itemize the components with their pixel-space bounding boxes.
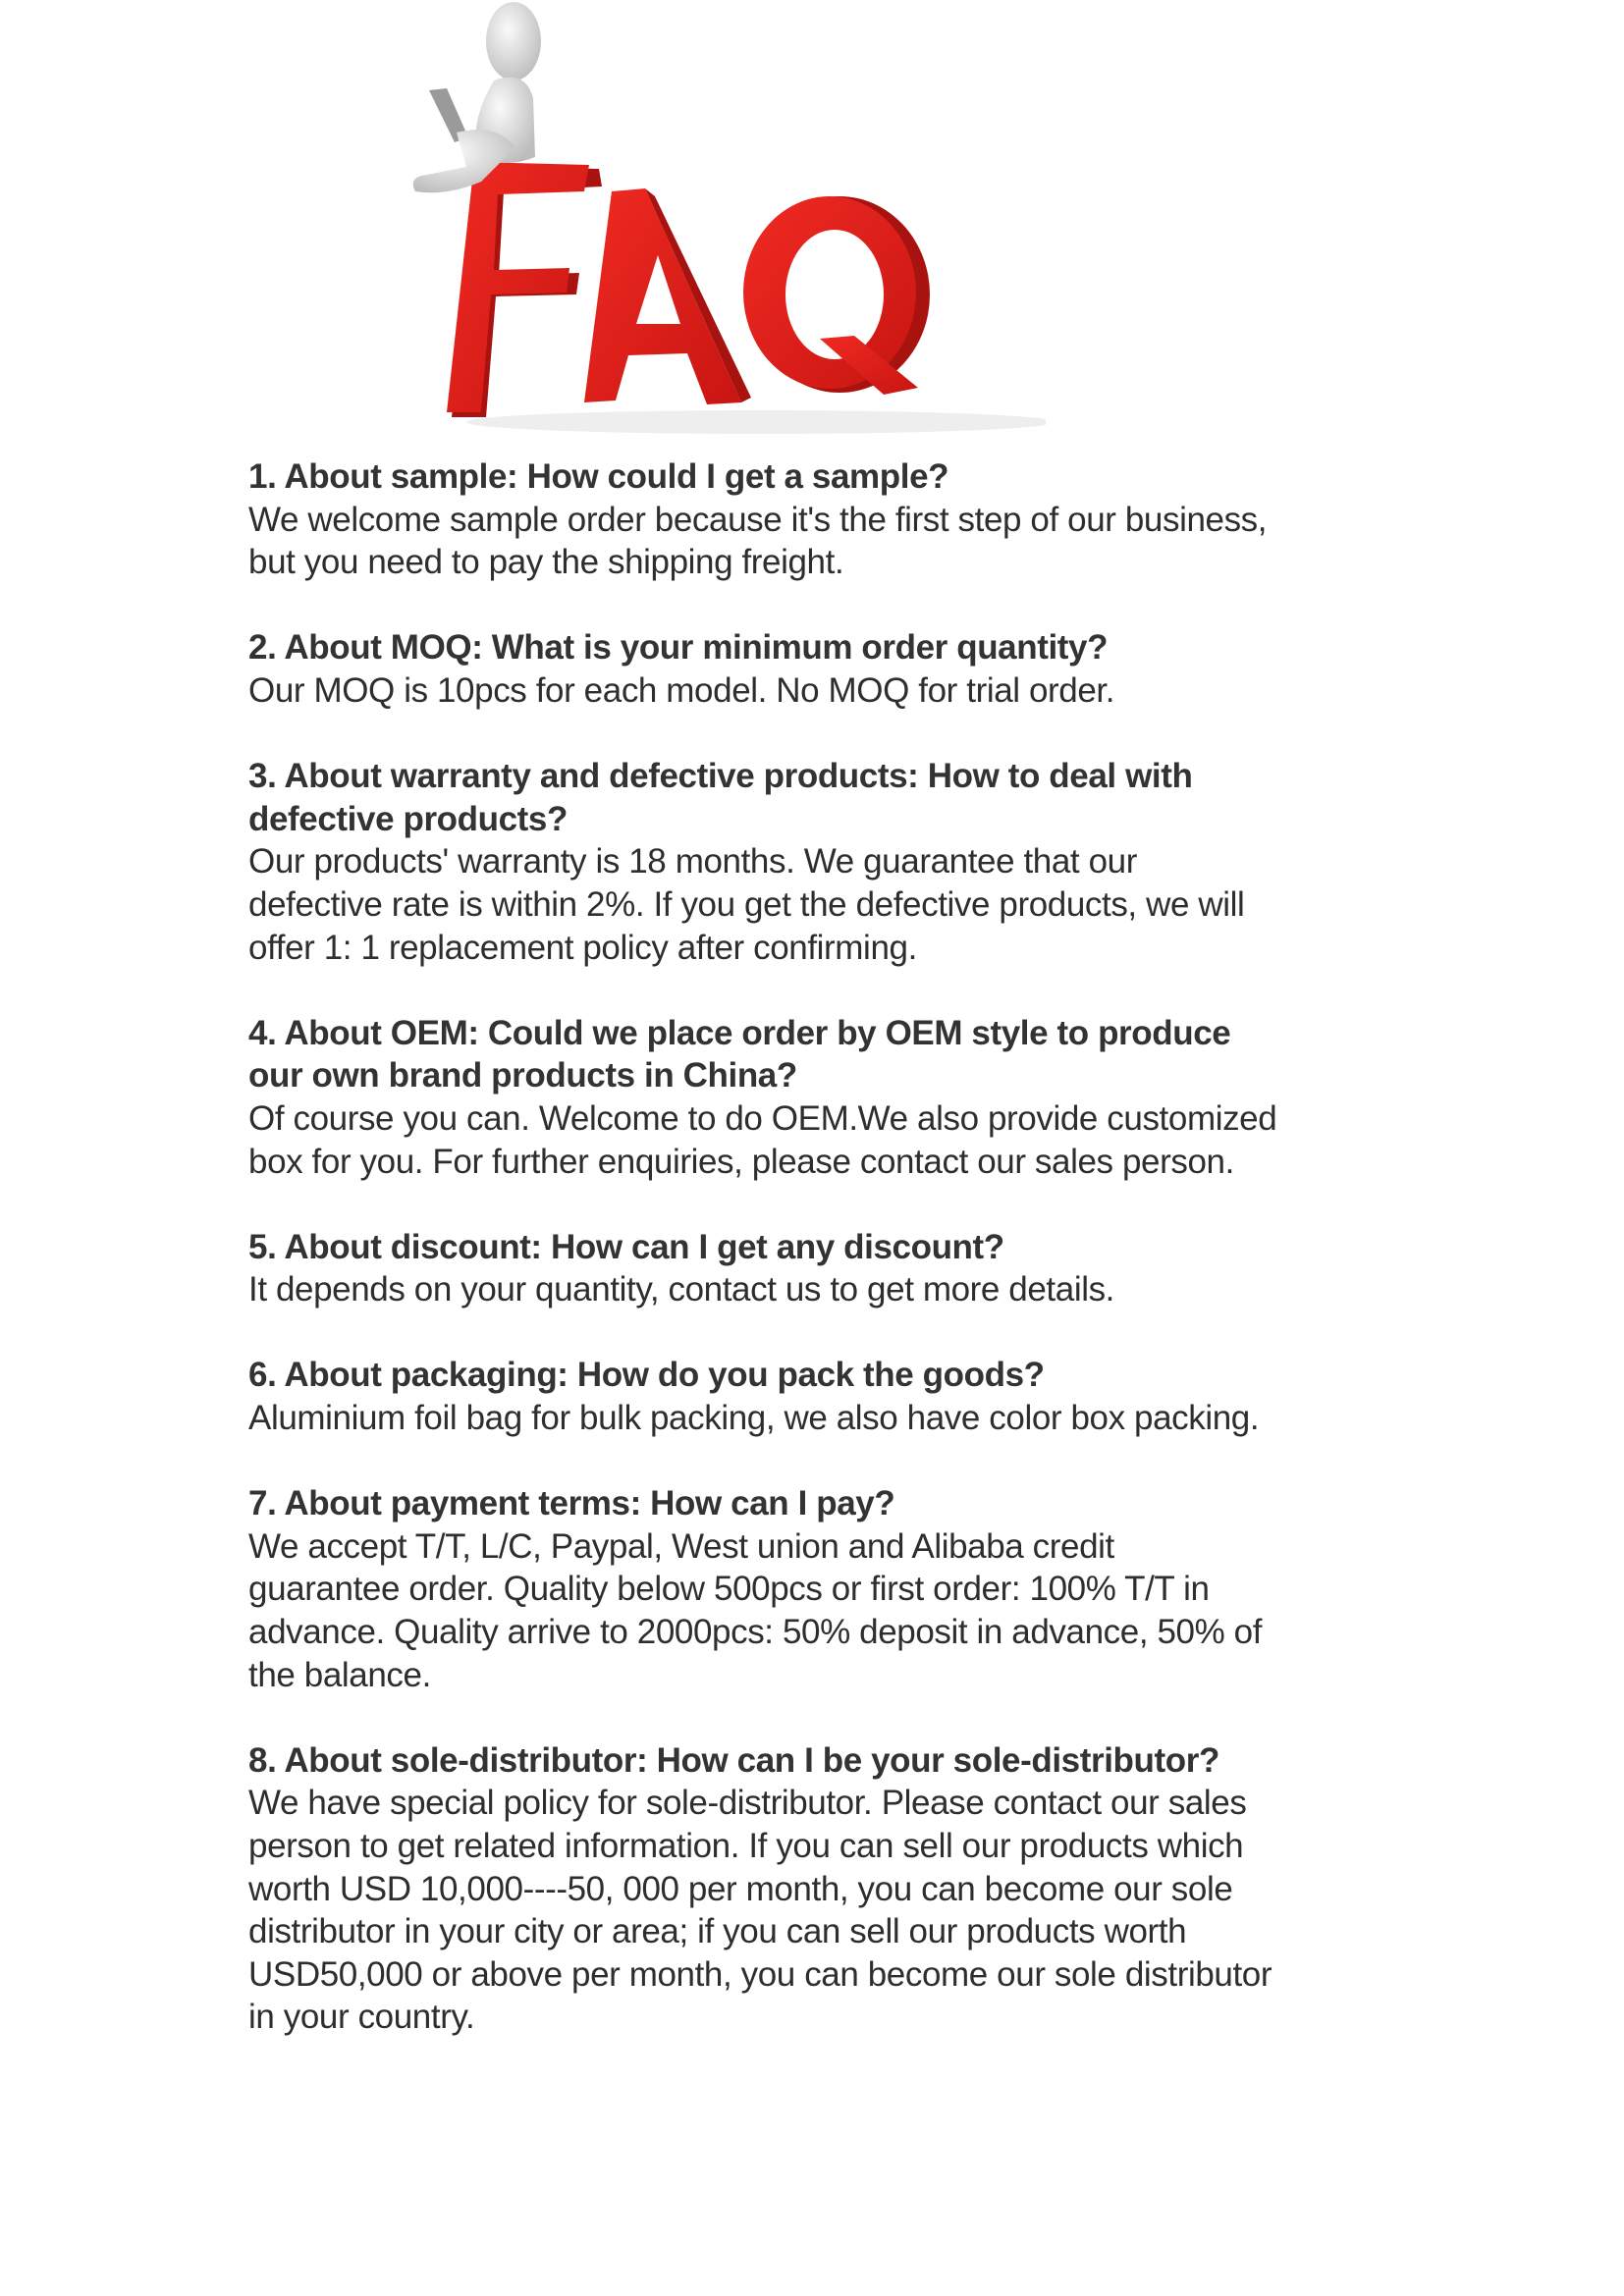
- faq-answer: defective rate is within 2%. If you get the defective products, we will: [248, 884, 1245, 924]
- faq-item: [248, 626, 1476, 712]
- faq-item: [248, 1012, 1476, 1183]
- faq-answer: We accept T/T, L/C, Paypal, West union and Alibaba credit: [248, 1526, 1114, 1566]
- faq-answer: box for you. For further enquiries, please contact our sales person.: [248, 1142, 1234, 1181]
- faq-illustration: [388, 0, 1046, 442]
- faq-item: [248, 455, 1476, 584]
- faq-item: [248, 1354, 1476, 1439]
- faq-answer: USD50,000 or above per month, you can become our sole distributor: [248, 1954, 1272, 1994]
- faq-question: 5. About discount: How can I get any discount?: [248, 1227, 1004, 1266]
- faq-question: our own brand products in China?: [248, 1056, 797, 1095]
- faq-item: [248, 1226, 1476, 1311]
- faq-question: 3. About warranty and defective products: How to deal with: [248, 757, 1193, 796]
- faq-answer: guarantee order. Quality below 500pcs or first order: 100% T/T in: [248, 1570, 1210, 1609]
- faq-answer: worth USD 10,000----50, 000 per month, you can become our sole: [248, 1869, 1233, 1908]
- faq-question: 6. About packaging: How do you pack the goods?: [248, 1356, 1045, 1395]
- faq-answer: It depends on your quantity, contact us to get more details.: [248, 1270, 1115, 1309]
- faq-answer: person to get related information. If you can sell our products which: [248, 1827, 1244, 1865]
- faq-list: [248, 455, 1476, 2082]
- faq-item: [248, 755, 1476, 969]
- faq-answer: advance. Quality arrive to 2000pcs: 50% deposit in advance, 50% of: [248, 1613, 1263, 1652]
- faq-question: 7. About payment terms: How can I pay?: [248, 1484, 895, 1523]
- faq-question: 8. About sole-distributor: How can I be your sole-distributor?: [248, 1740, 1219, 1780]
- faq-answer: We welcome sample order because it's the first step of our business,: [248, 500, 1268, 539]
- faq-answer: distributor in your city or area; if you can sell our products worth: [248, 1912, 1187, 1951]
- faq-question: defective products?: [248, 799, 568, 838]
- faq-answer: the balance.: [248, 1655, 431, 1694]
- faq-hero-image: [388, 0, 1046, 442]
- faq-answer: Of course you can. Welcome to do OEM.We also provide customized: [248, 1098, 1277, 1138]
- faq-answer: offer 1: 1 replacement policy after confirming.: [248, 928, 917, 967]
- faq-answer: We have special policy for sole-distributor. Please contact our sales: [248, 1784, 1247, 1823]
- faq-answer: in your country.: [248, 1998, 475, 2037]
- faq-answer: but you need to pay the shipping freight.: [248, 543, 844, 582]
- faq-question: 2. About MOQ: What is your minimum order quantity?: [248, 628, 1109, 667]
- letter-q: [743, 196, 930, 395]
- faq-question: 1. About sample: How could I get a sample?: [248, 457, 949, 496]
- faq-answer: Our MOQ is 10pcs for each model. No MOQ for trial order.: [248, 670, 1115, 710]
- faq-answer: Aluminium foil bag for bulk packing, we also have color box packing.: [248, 1399, 1260, 1438]
- faq-answer: Our products' warranty is 18 months. We guarantee that our: [248, 842, 1137, 881]
- faq-item: [248, 1482, 1476, 1696]
- faq-item: [248, 1739, 1476, 2039]
- faq-question: 4. About OEM: Could we place order by OEM style to produce: [248, 1013, 1231, 1052]
